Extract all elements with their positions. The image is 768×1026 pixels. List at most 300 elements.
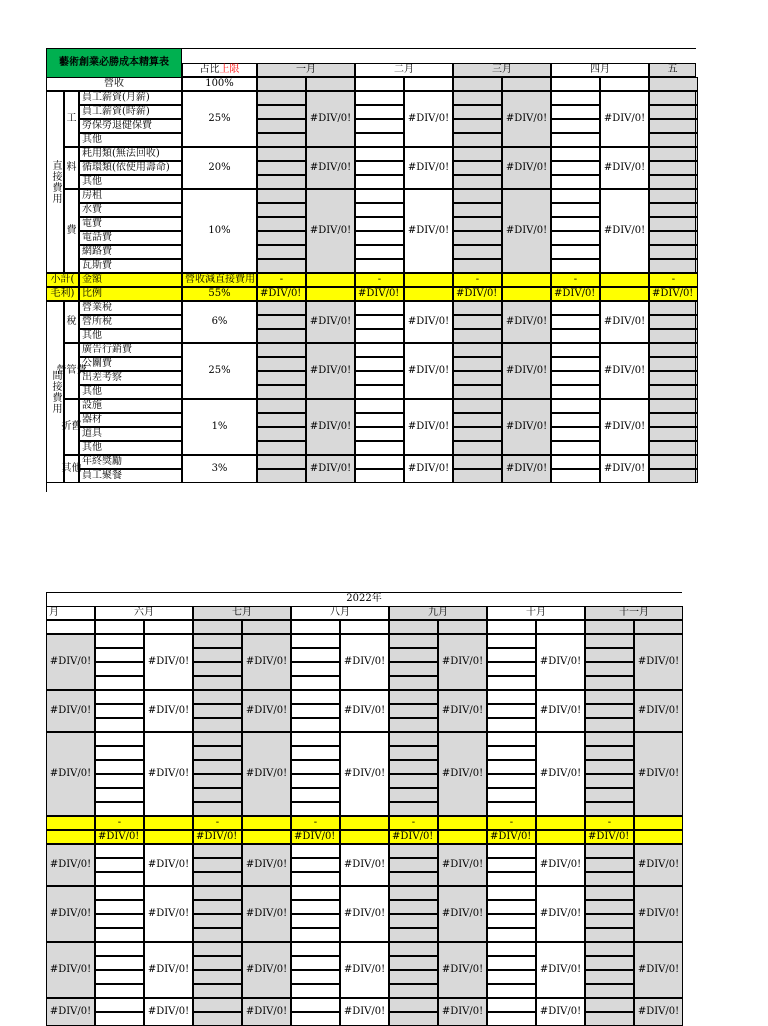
div-error-cell: #DIV/0!: [306, 399, 355, 455]
input-cell: [649, 161, 696, 175]
line-item: 公關費: [79, 357, 182, 371]
div-error-cell: #DIV/0!: [242, 886, 291, 942]
subtotal-div: #DIV/0!: [389, 830, 438, 844]
line-item: 其他: [79, 175, 182, 189]
input-cell: [551, 413, 600, 427]
div-error-cell: #DIV/0!: [144, 886, 193, 942]
input-cell: [453, 189, 502, 203]
input-cell: [193, 620, 242, 634]
input-cell: [355, 413, 404, 427]
div-error-cell: #DIV/0!: [144, 942, 193, 998]
ratio-value: 3%: [182, 455, 257, 483]
input-cell: [487, 886, 536, 900]
input-cell: [487, 942, 536, 956]
input-cell: [355, 371, 404, 385]
limit-label: 上限: [219, 64, 240, 75]
input-cell: [551, 217, 600, 231]
input-cell: [95, 970, 144, 984]
div-error-cell: #DIV/0!: [306, 147, 355, 189]
subtotal-cell: [46, 816, 95, 830]
input-cell: [634, 620, 683, 634]
input-cell: [649, 231, 696, 245]
input-cell: [95, 704, 144, 718]
input-cell: [649, 301, 696, 315]
input-cell: [649, 427, 696, 441]
line-item: 員工薪資(月薪): [79, 91, 182, 105]
gross-profit-label: 毛利): [46, 287, 79, 301]
input-cell: [193, 760, 242, 774]
input-cell: [193, 774, 242, 788]
input-cell: [355, 469, 404, 483]
input-cell: [585, 984, 634, 998]
line-item: 其他: [79, 133, 182, 147]
subtotal-dash: -: [257, 273, 306, 287]
input-cell: [242, 620, 291, 634]
input-cell: [95, 844, 144, 858]
input-cell: [453, 133, 502, 147]
div-error-cell: #DIV/0!: [502, 343, 551, 399]
div-error-cell: #DIV/0!: [438, 634, 487, 690]
category-indirect_sections: 稅: [64, 301, 79, 343]
input-cell: [389, 704, 438, 718]
input-cell: [291, 634, 340, 648]
subtotal-dash: -: [585, 816, 634, 830]
input-cell: [95, 900, 144, 914]
subtotal-div: #DIV/0!: [649, 287, 698, 301]
input-cell: [355, 385, 404, 399]
div-error-cell: #DIV/0!: [404, 189, 453, 273]
ratio-value-subtotal: 55%: [182, 287, 257, 301]
line-item: 年終獎勵: [79, 455, 182, 469]
input-cell: [487, 1012, 536, 1026]
input-cell: [193, 676, 242, 690]
line-item: 員工薪資(時薪): [79, 105, 182, 119]
input-cell: [340, 620, 389, 634]
input-cell: [389, 872, 438, 886]
subtotal-label: 小計(: [46, 273, 79, 287]
div-error-cell: #DIV/0!: [144, 844, 193, 886]
input-cell: [257, 301, 306, 315]
input-cell: [95, 928, 144, 942]
ratio-label-row: 比例: [79, 287, 182, 301]
input-cell: [389, 928, 438, 942]
div-error-cell: #DIV/0!: [340, 690, 389, 732]
revenue-label: 營收: [46, 77, 182, 91]
input-cell: [193, 746, 242, 760]
div-error-cell: #DIV/0!: [242, 844, 291, 886]
month-header: 十月: [487, 606, 585, 620]
input-cell: [257, 427, 306, 441]
ratio-value: 25%: [182, 343, 257, 399]
input-cell: [291, 900, 340, 914]
input-cell: [95, 802, 144, 816]
subtotal-div: #DIV/0!: [355, 287, 404, 301]
input-cell: [355, 343, 404, 357]
input-cell: [355, 147, 404, 161]
ratio-label: 占比: [199, 64, 220, 75]
input-cell: [389, 620, 438, 634]
input-cell: [389, 1012, 438, 1026]
input-cell: [95, 634, 144, 648]
input-cell: [487, 928, 536, 942]
line-item: 出差考察: [79, 371, 182, 385]
input-cell: [193, 844, 242, 858]
input-cell: [95, 732, 144, 746]
input-cell: [487, 956, 536, 970]
input-cell: [649, 133, 696, 147]
input-cell: [585, 676, 634, 690]
input-cell: [453, 259, 502, 273]
input-cell: [453, 245, 502, 259]
input-cell: [389, 690, 438, 704]
input-cell: [438, 620, 487, 634]
div-error-cell: #DIV/0!: [340, 886, 389, 942]
div-error-cell: #DIV/0!: [502, 301, 551, 343]
div-error-cell: #DIV/0!: [600, 189, 649, 273]
subtotal-dash: -: [551, 273, 600, 287]
input-cell: [551, 147, 600, 161]
subtotal-cell: [536, 830, 585, 844]
line-item: 網路費: [79, 245, 182, 259]
input-cell: [95, 746, 144, 760]
input-cell: [551, 119, 600, 133]
input-cell: [453, 427, 502, 441]
input-cell: [95, 662, 144, 676]
input-cell: [389, 774, 438, 788]
input-cell: [355, 91, 404, 105]
div-error-cell: #DIV/0!: [634, 844, 683, 886]
input-cell: [193, 872, 242, 886]
subtotal-dash: -: [453, 273, 502, 287]
div-error-cell: #DIV/0!: [536, 634, 585, 690]
input-cell: [193, 858, 242, 872]
input-cell: [487, 760, 536, 774]
input-cell: [291, 858, 340, 872]
input-cell: [257, 105, 306, 119]
input-cell: [649, 259, 696, 273]
div-error-cell: #DIV/0!: [144, 732, 193, 816]
input-cell: [355, 119, 404, 133]
div-error-cell: #DIV/0!: [404, 301, 453, 343]
input-cell: [355, 301, 404, 315]
input-cell: [585, 928, 634, 942]
input-cell: [291, 802, 340, 816]
revenue-input: [306, 77, 355, 91]
input-cell: [487, 732, 536, 746]
input-cell: [585, 886, 634, 900]
input-cell: [389, 886, 438, 900]
year-label: 2022年: [346, 593, 382, 604]
amount-desc: 營收減直接費用: [182, 273, 257, 287]
ratio-value: 20%: [182, 147, 257, 189]
input-cell: [551, 203, 600, 217]
input-cell: [355, 203, 404, 217]
input-cell: [453, 329, 502, 343]
page1-top-line: [182, 48, 696, 49]
input-cell: [389, 858, 438, 872]
input-cell: [257, 259, 306, 273]
input-cell: [453, 399, 502, 413]
div-error-cell: #DIV/0!: [438, 998, 487, 1026]
input-cell: [649, 441, 696, 455]
subtotal-div: #DIV/0!: [291, 830, 340, 844]
div-error-cell: #DIV/0!: [340, 998, 389, 1026]
input-cell: [291, 844, 340, 858]
input-cell: [257, 119, 306, 133]
input-cell: [95, 956, 144, 970]
subtotal-div: #DIV/0!: [551, 287, 600, 301]
div-error-cell: #DIV/0!: [634, 732, 683, 816]
div-error-cell: #DIV/0!: [438, 844, 487, 886]
month-header: 七月: [193, 606, 291, 620]
input-cell: [291, 690, 340, 704]
div-error-cell: #DIV/0!: [600, 343, 649, 399]
input-cell: [257, 133, 306, 147]
input-cell: [389, 802, 438, 816]
line-item: 其他: [79, 385, 182, 399]
input-cell: [389, 676, 438, 690]
input-cell: [585, 1012, 634, 1026]
line-item: 電費: [79, 217, 182, 231]
input-cell: [95, 942, 144, 956]
input-cell: [551, 343, 600, 357]
div-error-cell: #DIV/0!: [600, 91, 649, 147]
category-indirect_sections: 折舊: [64, 399, 79, 455]
month-header: 三月: [453, 63, 551, 77]
input-cell: [453, 441, 502, 455]
input-cell: [355, 189, 404, 203]
input-cell: [257, 245, 306, 259]
input-cell: [291, 774, 340, 788]
input-cell: [551, 385, 600, 399]
div-error-cell: #DIV/0!: [46, 844, 95, 886]
div-error-cell: #DIV/0!: [600, 301, 649, 343]
input-cell: [95, 886, 144, 900]
input-cell: [487, 900, 536, 914]
month-partial-header: 月: [46, 606, 95, 620]
input-cell: [291, 914, 340, 928]
input-cell: [453, 105, 502, 119]
div-error-cell: #DIV/0!: [502, 399, 551, 455]
input-cell: [389, 634, 438, 648]
input-cell: [453, 203, 502, 217]
input-cell: [193, 970, 242, 984]
input-cell: [551, 315, 600, 329]
page-break-gap: [40, 492, 768, 592]
input-cell: [585, 648, 634, 662]
month-header: 九月: [389, 606, 487, 620]
input-cell: [585, 746, 634, 760]
input-cell: [389, 900, 438, 914]
input-cell: [585, 704, 634, 718]
input-cell: [355, 259, 404, 273]
input-cell: [585, 914, 634, 928]
input-cell: [649, 357, 696, 371]
div-error-cell: #DIV/0!: [46, 998, 95, 1026]
input-cell: [487, 690, 536, 704]
input-cell: [649, 385, 696, 399]
ratio-value: 1%: [182, 399, 257, 455]
input-cell: [453, 175, 502, 189]
input-cell: [585, 858, 634, 872]
div-error-cell: #DIV/0!: [438, 886, 487, 942]
input-cell: [193, 928, 242, 942]
subtotal-cell: [340, 830, 389, 844]
subtotal-dash: -: [487, 816, 536, 830]
input-cell: [291, 984, 340, 998]
input-cell: [257, 231, 306, 245]
revenue-ratio: 100%: [182, 77, 257, 91]
input-cell: [257, 385, 306, 399]
input-cell: [649, 91, 696, 105]
input-cell: [355, 133, 404, 147]
input-cell: [193, 662, 242, 676]
input-cell: [257, 469, 306, 483]
div-error-cell: #DIV/0!: [46, 886, 95, 942]
subtotal-cell: [600, 273, 649, 287]
subtotal-cell: [600, 287, 649, 301]
input-cell: [257, 343, 306, 357]
input-cell: [649, 469, 696, 483]
input-cell: [551, 161, 600, 175]
input-cell: [389, 998, 438, 1012]
input-cell: [487, 634, 536, 648]
div-error-cell: #DIV/0!: [306, 91, 355, 147]
line-item: 營業稅: [79, 301, 182, 315]
month-header: 十一月: [585, 606, 683, 620]
direct-costs-label: 直接費用: [46, 91, 64, 273]
input-cell: [389, 984, 438, 998]
subtotal-cell: [634, 830, 683, 844]
input-cell: [389, 746, 438, 760]
input-cell: [291, 928, 340, 942]
line-item: 房租: [79, 189, 182, 203]
input-cell: [649, 315, 696, 329]
input-cell: [649, 329, 696, 343]
input-cell: [453, 315, 502, 329]
input-cell: [536, 620, 585, 634]
input-cell: [95, 914, 144, 928]
input-cell: [585, 774, 634, 788]
input-cell: [95, 718, 144, 732]
line-item: 勞保勞退健保費: [79, 119, 182, 133]
input-cell: [585, 732, 634, 746]
revenue-input: [600, 77, 649, 91]
input-cell: [551, 357, 600, 371]
month-header: 六月: [95, 606, 193, 620]
subtotal-cell: [502, 273, 551, 287]
category-indirect_sections: 營管費: [64, 343, 79, 399]
indirect-costs-label: 間接費用: [46, 301, 64, 483]
input-cell: [291, 620, 340, 634]
input-cell: [193, 648, 242, 662]
input-cell: [585, 634, 634, 648]
revenue-input: [453, 77, 502, 91]
input-cell: [291, 704, 340, 718]
div-error-cell: #DIV/0!: [404, 455, 453, 483]
div-error-cell: #DIV/0!: [502, 91, 551, 147]
subtotal-cell: [634, 816, 683, 830]
div-error-cell: #DIV/0!: [600, 455, 649, 483]
input-cell: [585, 802, 634, 816]
input-cell: [487, 620, 536, 634]
input-cell: [453, 217, 502, 231]
revenue-input: [257, 77, 306, 91]
input-cell: [453, 147, 502, 161]
input-cell: [355, 231, 404, 245]
input-cell: [551, 329, 600, 343]
input-cell: [193, 900, 242, 914]
input-cell: [585, 760, 634, 774]
revenue-input: [502, 77, 551, 91]
input-cell: [453, 357, 502, 371]
input-cell: [95, 690, 144, 704]
subtotal-cell: [502, 287, 551, 301]
input-cell: [649, 105, 696, 119]
input-cell: [453, 231, 502, 245]
line-item: 器材: [79, 413, 182, 427]
div-error-cell: #DIV/0!: [306, 189, 355, 273]
div-error-cell: #DIV/0!: [404, 343, 453, 399]
input-cell: [649, 189, 696, 203]
input-cell: [257, 147, 306, 161]
input-cell: [551, 441, 600, 455]
div-error-cell: #DIV/0!: [242, 998, 291, 1026]
subtotal-dash: -: [291, 816, 340, 830]
div-error-cell: #DIV/0!: [634, 690, 683, 732]
input-cell: [389, 732, 438, 746]
input-cell: [257, 357, 306, 371]
subtotal-cell: [438, 830, 487, 844]
div-error-cell: #DIV/0!: [438, 732, 487, 816]
div-error-cell: #DIV/0!: [404, 147, 453, 189]
input-cell: [355, 217, 404, 231]
input-cell: [95, 1012, 144, 1026]
input-cell: [95, 788, 144, 802]
input-cell: [355, 175, 404, 189]
input-cell: [257, 455, 306, 469]
subtotal-cell: [536, 816, 585, 830]
ratio-value: 25%: [182, 91, 257, 147]
div-error-cell: #DIV/0!: [536, 844, 585, 886]
input-cell: [389, 942, 438, 956]
input-cell: [257, 329, 306, 343]
input-cell: [453, 119, 502, 133]
div-error-cell: #DIV/0!: [634, 634, 683, 690]
input-cell: [585, 998, 634, 1012]
input-cell: [291, 998, 340, 1012]
input-cell: [453, 413, 502, 427]
input-cell: [649, 343, 696, 357]
category-indirect_sections: 其他: [64, 455, 79, 483]
input-cell: [487, 970, 536, 984]
subtotal-dash: -: [193, 816, 242, 830]
input-cell: [257, 161, 306, 175]
line-item: 循環類(依使用壽命): [79, 161, 182, 175]
subtotal-cell: [306, 287, 355, 301]
input-cell: [193, 718, 242, 732]
div-error-cell: #DIV/0!: [438, 690, 487, 732]
category-sections: 工: [64, 91, 79, 147]
input-cell: [649, 119, 696, 133]
input-cell: [649, 175, 696, 189]
month-header: 四月: [551, 63, 649, 77]
div-error-cell: #DIV/0!: [340, 634, 389, 690]
subtotal-cell: [46, 830, 95, 844]
div-error-cell: #DIV/0!: [536, 690, 585, 732]
input-cell: [487, 788, 536, 802]
input-cell: [453, 371, 502, 385]
